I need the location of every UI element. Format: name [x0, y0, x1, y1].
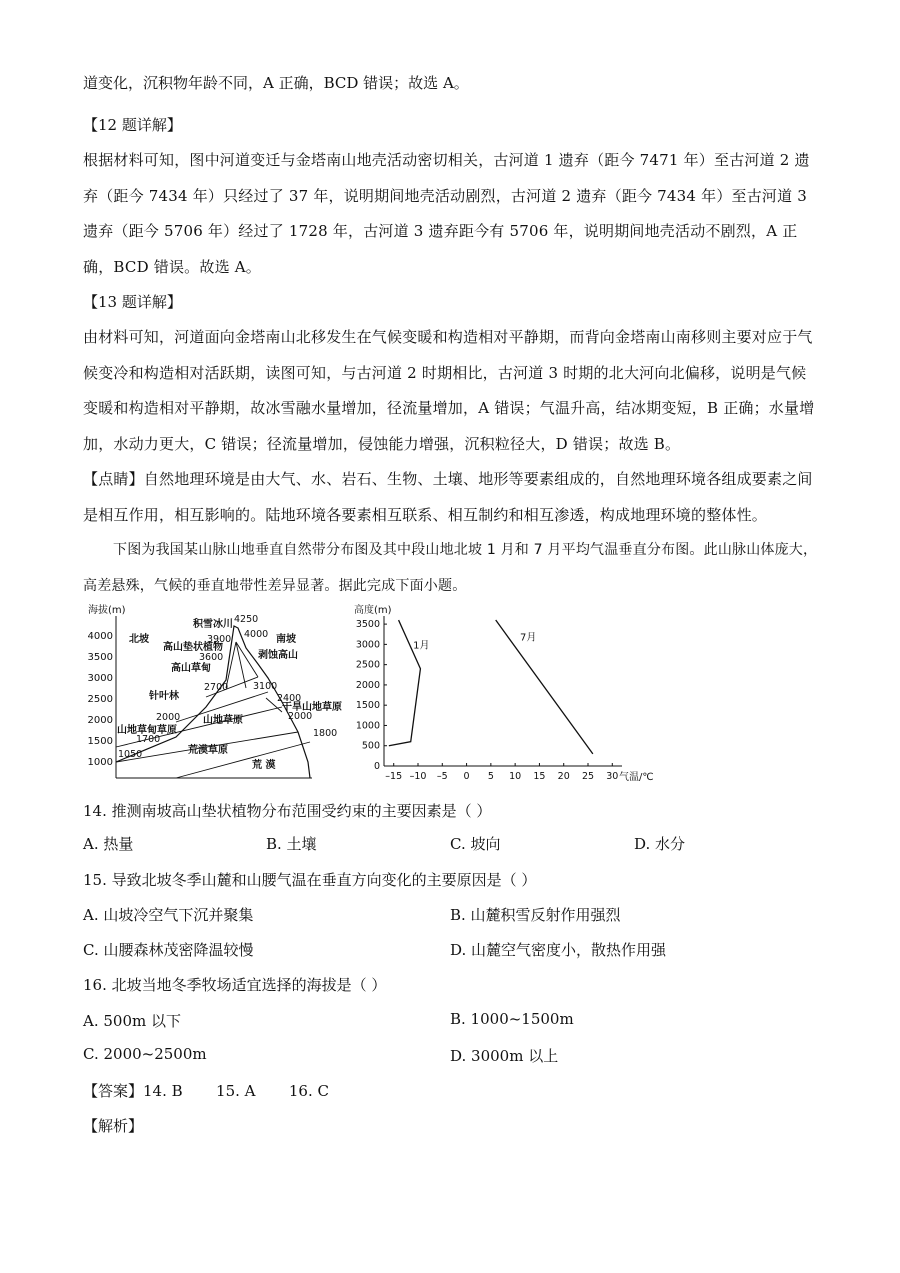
elev-number: 2000: [288, 711, 313, 722]
chart-ytick-label: 0: [373, 761, 380, 772]
chart-xtick-label: 30: [606, 771, 619, 782]
question-14-stem: 14. 推测南坡高山垫状植物分布范围受约束的主要因素是（ ）: [83, 802, 492, 820]
q15-option-b[interactable]: B. 山麓积雪反射作用强烈: [450, 906, 621, 924]
series-label-1: 1月: [413, 640, 430, 652]
q14-option-d[interactable]: D. 水分: [634, 835, 686, 853]
question-16-stem: 16. 北坡当地冬季牧场适宜选择的海拔是（ ）: [83, 976, 387, 994]
figure: [86, 602, 796, 786]
label-desert-steppe: 荒漠草原: [188, 745, 228, 756]
question-15-stem: 15. 导致北坡冬季山麓和山腰气温在垂直方向变化的主要原因是（ ）: [83, 871, 537, 889]
answer-line: 【答案】14. B 15. A 16. C: [83, 1082, 329, 1100]
label-desert: 荒 漠: [252, 760, 276, 771]
chart-xtick-label: 20: [557, 771, 570, 782]
label-mtn-meadow-steppe: 山地草甸草原: [117, 725, 177, 736]
q15-option-c[interactable]: C. 山腰森林茂密降温较慢: [83, 941, 254, 959]
chart-xtick-label: 5: [487, 771, 494, 782]
paragraph-q12-detail: 根据材料可知，图中河道变迁与金塔南山地壳活动密切相关，古河道 1 遗弃（距今 7471 年）至古河道 2 遗弃（距今 7434 年）只经过了 37 年，说明期间地壳活动剧烈，古河道 2 遗弃（距今 7434 年）至古河道 3 遗弃（距今 5706 年）经过了 1728 年，古河道 3 遗弃距今有 5706 年，说明期间地壳活动不剧烈，A 正确，BCD 错误。故选 A。: [83, 151, 810, 276]
q16-option-a[interactable]: A. 500m 以下: [83, 1012, 181, 1030]
left-ytick: 2000: [87, 715, 113, 726]
left-ytick: 3500: [87, 652, 113, 663]
chart-ylabel: 高度(m): [354, 605, 392, 616]
label-mtn-steppe: 山地草原: [203, 715, 243, 726]
paragraph-intro: 下图为我国某山脉山地垂直自然带分布图及其中段山地北坡 1 月和 7 月平均气温垂直分布图。此山脉山体庞大，高差悬殊，气候的垂直地带性差异显著。据此完成下面小题。: [83, 542, 818, 594]
chart-xtick-label: –10: [409, 771, 427, 782]
elev-number: 3100: [253, 681, 278, 692]
elev-number: 1700: [136, 734, 161, 745]
elev-number: 3900: [207, 634, 232, 645]
label-south-slope: 南坡: [276, 634, 296, 645]
elev-number: 1800: [313, 728, 338, 739]
chart-xtick-label: 15: [533, 771, 546, 782]
heading-q13-detail: 【13 题详解】: [83, 293, 182, 311]
label-dry-steppe: 干旱山地草原: [282, 702, 342, 713]
label-conifer: 针叶林: [149, 691, 179, 702]
left-ylabel: 海拔(m): [88, 605, 126, 616]
elev-number: 2700: [204, 682, 229, 693]
chart-ytick-label: 1500: [355, 700, 380, 712]
paragraph-tip: 【点睛】自然地理环境是由大气、水、岩石、生物、土壤、地形等要素组成的，自然地理环境各组成要素之间是相互作用，相互影响的。陆地环境各要素相互联系、相互制约和相互渗透，构成地理环境的整体性。: [83, 470, 813, 524]
elev-number: 4250: [234, 614, 259, 625]
chart-xtick-label: 0: [463, 771, 470, 782]
q14-option-b[interactable]: B. 土壤: [266, 835, 317, 853]
series-line-2: [496, 620, 593, 754]
chart-ytick-label: 2500: [355, 659, 380, 671]
label-glacier: 积雪冰川: [193, 619, 233, 630]
chart-xtick-label: 10: [509, 771, 522, 782]
left-ytick: 2500: [87, 694, 113, 705]
q14-option-a[interactable]: A. 热量: [83, 835, 134, 853]
chart-xlabel: 气温/℃: [619, 772, 654, 782]
q15-option-d[interactable]: D. 山麓空气密度小，散热作用强: [450, 941, 667, 959]
elevation-numbers: [118, 614, 337, 760]
chart-ytick-label: 3000: [355, 639, 380, 651]
zone-and-temperature-figure: [86, 602, 796, 782]
left-ytick: 3000: [87, 673, 113, 684]
elev-number: 2400: [277, 693, 302, 704]
temperature-chart: [354, 603, 654, 782]
paragraph-continuation: 道变化，沉积物年龄不同，A 正确，BCD 错误；故选 A。: [83, 74, 469, 92]
chart-xtick-label: 25: [581, 771, 595, 782]
label-meadow: 高山草甸: [171, 663, 211, 674]
series-line-1: [389, 620, 421, 746]
left-ytick: 1000: [87, 757, 113, 768]
chart-xtick-label: –15: [385, 771, 403, 782]
left-yticks: [88, 631, 113, 768]
chart-xtick-label: –5: [436, 771, 448, 782]
q16-option-c[interactable]: C. 2000~2500m: [83, 1045, 207, 1063]
elev-number: 1050: [118, 749, 143, 760]
q14-option-c[interactable]: C. 坡向: [450, 835, 501, 853]
series-label-2: 7月: [520, 632, 537, 644]
left-ytick: 4000: [87, 631, 113, 642]
chart-ytick-label: 1000: [355, 720, 380, 732]
vertical-zone-diagram: [88, 603, 342, 778]
label-north-slope: 北坡: [129, 634, 149, 645]
chart-ytick-label: 500: [361, 740, 380, 752]
label-cushion: 高山垫状植物: [163, 642, 223, 653]
elev-number: 3600: [199, 652, 224, 663]
elev-number: 2000: [156, 712, 181, 723]
paragraph-q13-detail: 由材料可知，河道面向金塔南山北移发生在气候变暖和构造相对平静期，而背向金塔南山南移则主要对应于气候变冷和构造相对活跃期，读图可知，与古河道 2 时期相比，古河道 3 时期的北大河向北偏移，说明是气候变暖和构造相对平静期，故冰雪融水量增加，径流量增加，A 错误；气温升高，结冰期变短，B 正确；水量增加，水动力更大，C 错误；径流量增加，侵蚀能力增强，沉积粒径大，D 错误；故选 B。: [83, 328, 815, 453]
heading-q12-detail: 【12 题详解】: [83, 116, 182, 134]
q16-option-b[interactable]: B. 1000~1500m: [450, 1010, 574, 1028]
q15-option-a[interactable]: A. 山坡冷空气下沉并聚集: [83, 906, 254, 924]
elev-number: 4000: [244, 629, 269, 640]
label-eroded-alpine: 剥蚀高山: [258, 650, 298, 661]
q16-option-d[interactable]: D. 3000m 以上: [450, 1047, 559, 1065]
left-ytick: 1500: [87, 736, 113, 747]
analysis-heading: 【解析】: [83, 1117, 144, 1135]
chart-ytick-label: 2000: [355, 679, 380, 691]
chart-ytick-label: 3500: [355, 619, 380, 631]
